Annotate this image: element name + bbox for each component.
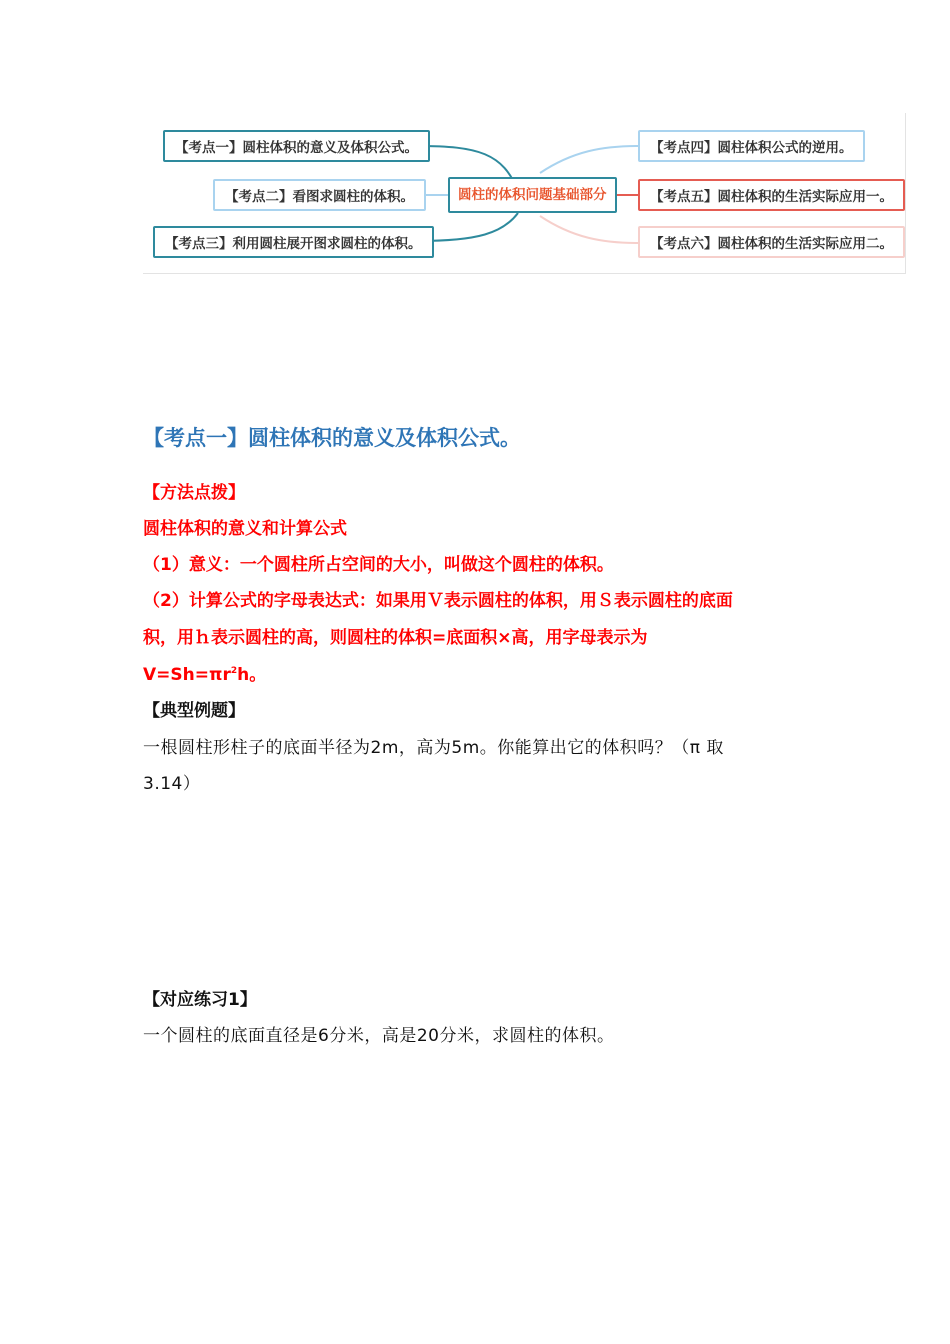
mindmap-node-kaodian-5: 【考点五】圆柱体积的生活实际应用一。 [638, 179, 905, 211]
example-text-line-1: 一根圆柱形柱子的底面半径为2m，高为5m。你能算出它的体积吗？（π 取 [143, 738, 724, 758]
practice-heading: 【对应练习1】 [143, 990, 257, 1010]
mindmap-node-kaodian-3: 【考点三】利用圆柱展开图求圆柱的体积。 [153, 226, 434, 258]
link-right-1 [540, 146, 638, 173]
mindmap-center-node: 圆柱的体积问题基础部分 [448, 177, 617, 213]
method-point-1: （1）意义：一个圆柱所占空间的大小，叫做这个圆柱的体积。 [143, 555, 614, 575]
mindmap-node-kaodian-1: 【考点一】圆柱体积的意义及体积公式。 [163, 130, 430, 162]
formula-tail: h。 [237, 665, 267, 685]
formula-exponent: 2 [230, 666, 238, 676]
formula-main: V=Sh=πr [143, 665, 231, 685]
mindmap-node-kaodian-4: 【考点四】圆柱体积公式的逆用。 [638, 130, 865, 162]
method-point-2-line-2: 积，用ｈ表示圆柱的高，则圆柱的体积=底面积×高，用字母表示为 [143, 628, 648, 648]
method-point-2-line-1: （2）计算公式的字母表达式：如果用Ｖ表示圆柱的体积，用Ｓ表示圆柱的底面 [143, 591, 733, 611]
example-text-line-2: 3.14） [143, 774, 201, 794]
mindmap-node-kaodian-6: 【考点六】圆柱体积的生活实际应用二。 [638, 226, 905, 258]
method-subheading: 圆柱体积的意义和计算公式 [143, 519, 347, 539]
example-heading: 【典型例题】 [143, 701, 245, 721]
volume-formula [143, 660, 266, 685]
mindmap [143, 113, 906, 274]
mindmap-node-kaodian-2: 【考点二】看图求圆柱的体积。 [213, 179, 426, 211]
method-heading: 【方法点拨】 [143, 483, 245, 503]
practice-text: 一个圆柱的底面直径是6分米，高是20分米，求圆柱的体积。 [143, 1026, 615, 1046]
section-title: 【考点一】圆柱体积的意义及体积公式。 [143, 426, 521, 450]
link-right-3 [540, 216, 638, 243]
